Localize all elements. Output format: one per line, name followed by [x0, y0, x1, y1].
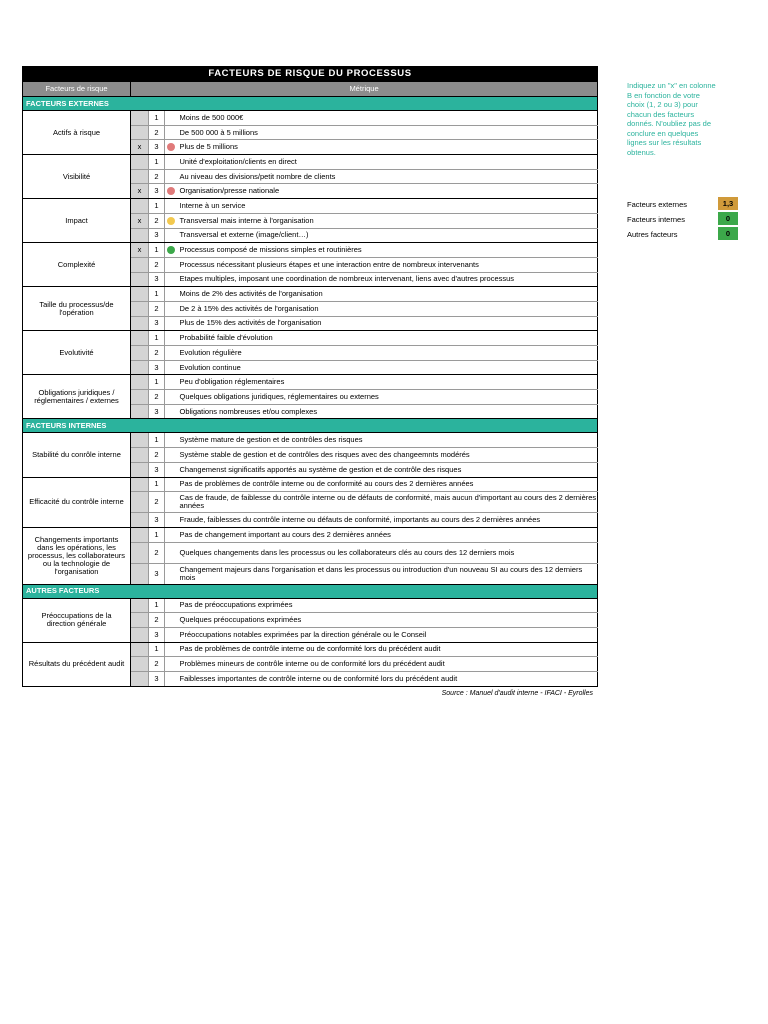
- summary-label: Facteurs externes: [627, 200, 688, 209]
- summary-row: [627, 227, 739, 242]
- indicator-cell: [165, 563, 178, 584]
- selection-cell[interactable]: [131, 527, 149, 542]
- level-number: 1: [149, 243, 165, 258]
- table-row: [23, 287, 598, 302]
- indicator-cell: [165, 346, 178, 361]
- risk-factor-name: Actifs à risque: [23, 111, 131, 155]
- red-status-dot-icon: [167, 143, 175, 151]
- selection-cell[interactable]: [131, 513, 149, 528]
- metric-text: Processus nécessitant plusieurs étapes et une interaction entre de nombreux intervenants: [178, 257, 598, 272]
- metric-text: Interne à un service: [178, 199, 598, 214]
- table-row: [23, 477, 598, 492]
- indicator-cell: [165, 272, 178, 287]
- risk-factors-sheet: [22, 66, 597, 687]
- indicator-cell: [165, 462, 178, 477]
- level-number: 2: [149, 542, 165, 563]
- indicator-cell: [165, 301, 178, 316]
- summary-value: 0: [718, 212, 738, 225]
- table-row: [23, 155, 598, 170]
- risk-factor-name: Obligations juridiques / réglementaires / externes: [23, 375, 131, 419]
- level-number: 3: [149, 513, 165, 528]
- metric-text: De 500 000 à 5 millions: [178, 125, 598, 140]
- selection-cell[interactable]: [131, 228, 149, 243]
- section-header-row: [23, 584, 598, 598]
- level-number: 1: [149, 199, 165, 214]
- selection-cell[interactable]: [131, 598, 149, 613]
- level-number: 3: [149, 184, 165, 199]
- indicator-cell: [165, 513, 178, 528]
- selection-cell[interactable]: [131, 199, 149, 214]
- indicator-cell: [165, 257, 178, 272]
- level-number: 2: [149, 346, 165, 361]
- level-number: 1: [149, 527, 165, 542]
- level-number: 3: [149, 563, 165, 584]
- level-number: 2: [149, 257, 165, 272]
- risk-factor-name: Changements importants dans les opérations, les processus, les collaborateurs ou la technologie de l'organisation: [23, 527, 131, 584]
- selection-cell[interactable]: [131, 272, 149, 287]
- selection-cell[interactable]: [131, 433, 149, 448]
- summary-row: [627, 197, 739, 212]
- section-header-row: [23, 97, 598, 111]
- selection-cell[interactable]: [131, 542, 149, 563]
- indicator-cell: [165, 477, 178, 492]
- level-number: 2: [149, 613, 165, 628]
- risk-factor-name: Taille du processus/de l'opération: [23, 287, 131, 331]
- metric-column-header: Métrique: [131, 82, 598, 97]
- column-header-row: [23, 82, 598, 97]
- section-label: FACTEURS EXTERNES: [23, 97, 598, 111]
- summary-value: 0: [718, 227, 738, 240]
- selection-cell[interactable]: [131, 657, 149, 672]
- level-number: 1: [149, 477, 165, 492]
- metric-text: Système mature de gestion et de contrôles des risques: [178, 433, 598, 448]
- metric-text: Peu d'obligation réglementaires: [178, 375, 598, 390]
- summary-row: [627, 212, 739, 227]
- yellow-status-dot-icon: [167, 217, 175, 225]
- table-row: [23, 331, 598, 346]
- indicator-cell: [165, 375, 178, 390]
- table-row: [23, 642, 598, 657]
- selection-cell[interactable]: [131, 155, 149, 170]
- metric-text: Faiblesses importantes de contrôle interne ou de conformité lors du précédent audit: [178, 672, 598, 687]
- indicator-cell: [165, 360, 178, 375]
- indicator-cell: [165, 542, 178, 563]
- metric-text: Quelques préoccupations exprimées: [178, 613, 598, 628]
- risk-factor-name: Evolutivité: [23, 331, 131, 375]
- level-number: 3: [149, 228, 165, 243]
- metric-text: Changemenst significatifs apportés au système de gestion et de contrôle des risques: [178, 462, 598, 477]
- risk-factor-name: Stabilité du conrôle interne: [23, 433, 131, 477]
- metric-text: Pas de préoccupations exprimées: [178, 598, 598, 613]
- selection-cell[interactable]: x: [131, 213, 149, 228]
- metric-text: Système stable de gestion et de contrôles des risques avec des changeemnts modérés: [178, 448, 598, 463]
- level-number: 3: [149, 404, 165, 419]
- indicator-cell: [165, 598, 178, 613]
- indicator-cell: [165, 155, 178, 170]
- selection-cell[interactable]: [131, 287, 149, 302]
- metric-text: Au niveau des divisions/petit nombre de clients: [178, 169, 598, 184]
- table-row: [23, 111, 598, 126]
- level-number: 3: [149, 672, 165, 687]
- selection-cell[interactable]: x: [131, 184, 149, 199]
- level-number: 3: [149, 140, 165, 155]
- selection-cell[interactable]: [131, 563, 149, 584]
- factor-column-header: Facteurs de risque: [23, 82, 131, 97]
- indicator-cell: [165, 657, 178, 672]
- metric-text: Obligations nombreuses et/ou complexes: [178, 404, 598, 419]
- indicator-cell: [165, 184, 178, 199]
- indicator-cell: [165, 287, 178, 302]
- metric-text: Plus de 15% des activités de l'organisation: [178, 316, 598, 331]
- selection-cell[interactable]: [131, 360, 149, 375]
- risk-factor-name: Résultats du précédent audit: [23, 642, 131, 686]
- indicator-cell: [165, 111, 178, 126]
- selection-cell[interactable]: [131, 169, 149, 184]
- metric-text: Changement majeurs dans l'organisation et dans les processus ou introduction d'un nouveau SI au cours des 12 derniers mois: [178, 563, 598, 584]
- metric-text: Quelques changements dans les processus ou les collaborateurs clés au cours des 12 derniers mois: [178, 542, 598, 563]
- summary-panel: [627, 197, 739, 242]
- metric-text: Pas de problèmes de contrôle interne ou de conformité lors du précédent audit: [178, 642, 598, 657]
- level-number: 1: [149, 433, 165, 448]
- level-number: 2: [149, 657, 165, 672]
- selection-cell[interactable]: x: [131, 243, 149, 258]
- metric-text: Moins de 2% des activités de l'organisation: [178, 287, 598, 302]
- indicator-cell: [165, 390, 178, 405]
- indicator-cell: [165, 243, 178, 258]
- selection-cell[interactable]: [131, 111, 149, 126]
- risk-factor-name: Préoccupations de la direction générale: [23, 598, 131, 642]
- selection-cell[interactable]: [131, 301, 149, 316]
- selection-cell[interactable]: [131, 613, 149, 628]
- selection-cell[interactable]: [131, 448, 149, 463]
- table-row: [23, 598, 598, 613]
- indicator-cell: [165, 627, 178, 642]
- metric-text: Plus de 5 millions: [178, 140, 598, 155]
- level-number: 2: [149, 125, 165, 140]
- metric-text: Problèmes mineurs de contrôle interne ou de conformité lors du précédent audit: [178, 657, 598, 672]
- level-number: 2: [149, 301, 165, 316]
- selection-cell[interactable]: [131, 404, 149, 419]
- selection-cell[interactable]: [131, 477, 149, 492]
- selection-cell[interactable]: [131, 316, 149, 331]
- selection-cell[interactable]: [131, 331, 149, 346]
- indicator-cell: [165, 642, 178, 657]
- metric-text: Transversal mais interne à l'organisation: [178, 213, 598, 228]
- metric-text: Probabilité faible d'évolution: [178, 331, 598, 346]
- summary-label: Facteurs internes: [627, 215, 685, 224]
- metric-text: Pas de changement important au cours des 2 dernières années: [178, 527, 598, 542]
- indicator-cell: [165, 331, 178, 346]
- metric-text: Evolution régulière: [178, 346, 598, 361]
- red-status-dot-icon: [167, 187, 175, 195]
- metric-text: Pas de problèmes de contrôle interne ou de conformité au cours des 2 dernières années: [178, 477, 598, 492]
- level-number: 1: [149, 331, 165, 346]
- risk-factor-name: Efficacité du contrôle interne: [23, 477, 131, 527]
- selection-cell[interactable]: [131, 375, 149, 390]
- metric-text: Cas de fraude, de faiblesse du contrôle interne ou de défauts de conformité, mais aucun d'important au cours des 2 dernières années: [178, 492, 598, 513]
- level-number: 1: [149, 598, 165, 613]
- table-title: FACTEURS DE RISQUE DU PROCESSUS: [23, 67, 598, 82]
- indicator-cell: [165, 404, 178, 419]
- indicator-cell: [165, 169, 178, 184]
- table-row: [23, 199, 598, 214]
- indicator-cell: [165, 125, 178, 140]
- source-note: Source : Manuel d'audit interne - IFACI - Eyrolles: [441, 690, 593, 697]
- level-number: 1: [149, 155, 165, 170]
- metric-text: Unité d'exploitation/clients en direct: [178, 155, 598, 170]
- selection-cell[interactable]: x: [131, 140, 149, 155]
- metric-text: Fraude, faiblesses du contrôle interne ou défauts de conformité, importants au cours des 2 dernières années: [178, 513, 598, 528]
- table-row: [23, 375, 598, 390]
- indicator-cell: [165, 613, 178, 628]
- level-number: 2: [149, 492, 165, 513]
- selection-cell[interactable]: [131, 642, 149, 657]
- level-number: 2: [149, 169, 165, 184]
- selection-cell[interactable]: [131, 462, 149, 477]
- level-number: 2: [149, 448, 165, 463]
- selection-cell[interactable]: [131, 390, 149, 405]
- indicator-cell: [165, 492, 178, 513]
- level-number: 2: [149, 213, 165, 228]
- table-title-row: [23, 67, 598, 82]
- summary-value: 1,3: [718, 197, 738, 210]
- selection-cell[interactable]: [131, 492, 149, 513]
- indicator-cell: [165, 316, 178, 331]
- metric-text: Quelques obligations juridiques, réglementaires ou externes: [178, 390, 598, 405]
- level-number: 1: [149, 111, 165, 126]
- metric-text: Transversal et externe (image/client…): [178, 228, 598, 243]
- indicator-cell: [165, 228, 178, 243]
- section-label: FACTEURS INTERNES: [23, 419, 598, 433]
- indicator-cell: [165, 672, 178, 687]
- level-number: 1: [149, 642, 165, 657]
- risk-factor-name: Impact: [23, 199, 131, 243]
- summary-label: Autres facteurs: [627, 230, 678, 239]
- level-number: 3: [149, 272, 165, 287]
- metric-text: Evolution continue: [178, 360, 598, 375]
- section-label: AUTRES FACTEURS: [23, 584, 598, 598]
- table-row: [23, 527, 598, 542]
- green-status-dot-icon: [167, 246, 175, 254]
- level-number: 2: [149, 390, 165, 405]
- level-number: 3: [149, 627, 165, 642]
- selection-cell[interactable]: [131, 125, 149, 140]
- metric-text: Etapes multiples, imposant une coordination de nombreux intervenant, liens avec d'autres processus: [178, 272, 598, 287]
- metric-text: Organisation/presse nationale: [178, 184, 598, 199]
- risk-factor-name: Complexité: [23, 243, 131, 287]
- level-number: 1: [149, 375, 165, 390]
- indicator-cell: [165, 527, 178, 542]
- table-row: [23, 243, 598, 258]
- indicator-cell: [165, 448, 178, 463]
- risk-factors-table: [22, 66, 598, 687]
- level-number: 3: [149, 462, 165, 477]
- table-row: [23, 433, 598, 448]
- indicator-cell: [165, 213, 178, 228]
- risk-factor-name: Visibilité: [23, 155, 131, 199]
- metric-text: Processus composé de missions simples et routinières: [178, 243, 598, 258]
- section-header-row: [23, 419, 598, 433]
- level-number: 3: [149, 360, 165, 375]
- selection-cell[interactable]: [131, 346, 149, 361]
- selection-cell[interactable]: [131, 672, 149, 687]
- metric-text: Moins de 500 000€: [178, 111, 598, 126]
- selection-cell[interactable]: [131, 627, 149, 642]
- indicator-cell: [165, 433, 178, 448]
- indicator-cell: [165, 199, 178, 214]
- level-number: 3: [149, 316, 165, 331]
- metric-text: Préoccupations notables exprimées par la direction générale ou le Conseil: [178, 627, 598, 642]
- indicator-cell: [165, 140, 178, 155]
- selection-cell[interactable]: [131, 257, 149, 272]
- metric-text: De 2 à 15% des activités de l'organisation: [178, 301, 598, 316]
- level-number: 1: [149, 287, 165, 302]
- instructions-note: Indiquez un "x" en colonne B en fonction de votre choix (1, 2 ou 3) pour chacun des facteurs donnés. N'oubliez pas de conclure en quelques lignes sur les résultats obtenus.: [627, 81, 716, 157]
